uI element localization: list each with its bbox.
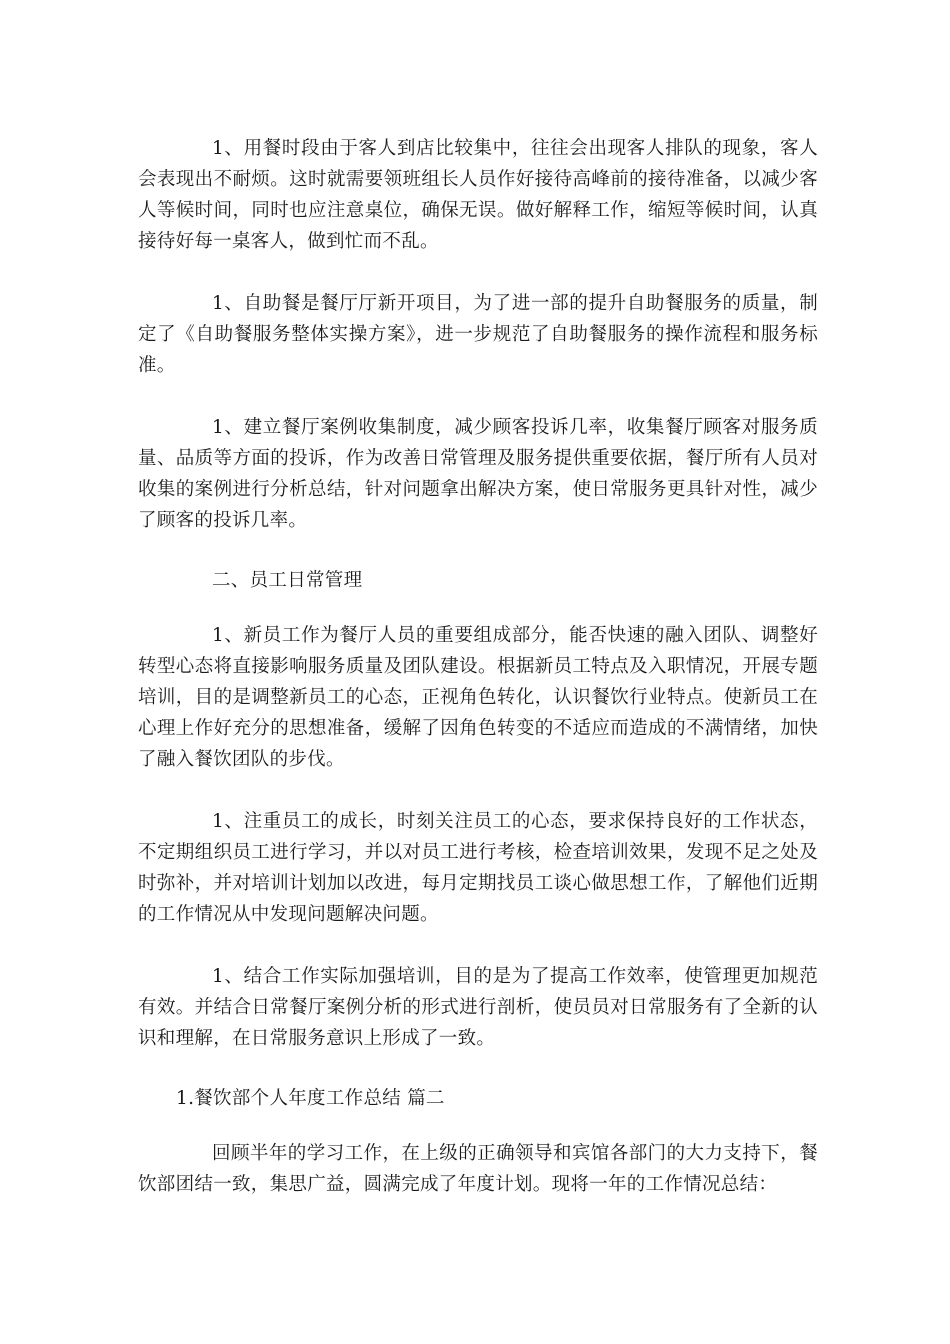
paragraph-training: 1、结合工作实际加强培训，目的是为了提高工作效率，使管理更加规范有效。并结合日常餐厅案例分析的形式进行剖析，使员员对日常服务有了全新的认识和理解，在日常服务意识上形成了一致。 — [138, 966, 818, 1049]
paragraph-new-staff: 1、新员工作为餐厅人员的重要组成部分，能否快速的融入团队、调整好转型心态将直接影响服务质量及团队建设。根据新员工特点及入职情况，开展专题培训，目的是调整新员工的心态，正视角色转化，认识餐饮行业特点。使新员工在心理上作好充分的思想准备，缓解了因角色转变的不适应而造成的不满情绪，加快了融入餐饮团队的步伐。 — [138, 625, 818, 770]
paragraph-staff-growth: 1、注重员工的成长，时刻关注员工的心态，要求保持良好的工作状态，不定期组织员工进行学习，并以对员工进行考核，检查培训效果，发现不足之处及时弥补，并对培训计划加以改进，每月定期找员工谈心做思想工作，了解他们近期的工作情况从中发现问题解决问题。 — [138, 811, 818, 925]
article-title: 1.餐饮部个人年度工作总结 篇二 — [176, 1088, 445, 1109]
section-heading: 二、员工日常管理 — [212, 570, 363, 591]
paragraph-buffet: 1、自助餐是餐厅厅新开项目，为了进一部的提升自助餐服务的质量，制定了《自助餐服务整体实操方案》，进一步规范了自助餐服务的操作流程和服务标准。 — [138, 293, 818, 376]
paragraph-case-collection: 1、建立餐厅案例收集制度，减少顾客投诉几率，收集餐厅顾客对服务质量、品质等方面的投诉，作为改善日常管理及服务提供重要依据，餐厅所有人员对收集的案例进行分析总结，针对问题拿出解决方案，使日常服务更具针对性，减少了顾客的投诉几率。 — [138, 417, 818, 531]
paragraph-intro: 回顾半年的学习工作，在上级的正确领导和宾馆各部门的大力支持下，餐饮部团结一致，集思广益，圆满完成了年度计划。现将一年的工作情况总结： — [138, 1143, 818, 1195]
paragraph-peak-hours: 1、用餐时段由于客人到店比较集中，往往会出现客人排队的现象，客人会表现出不耐烦。这时就需要领班组长人员作好接待高峰前的接待准备，以减少客人等候时间，同时也应注意桌位，确保无误。做好解释工作，缩短等候时间，认真接待好每一桌客人，做到忙而不乱。 — [138, 138, 818, 252]
